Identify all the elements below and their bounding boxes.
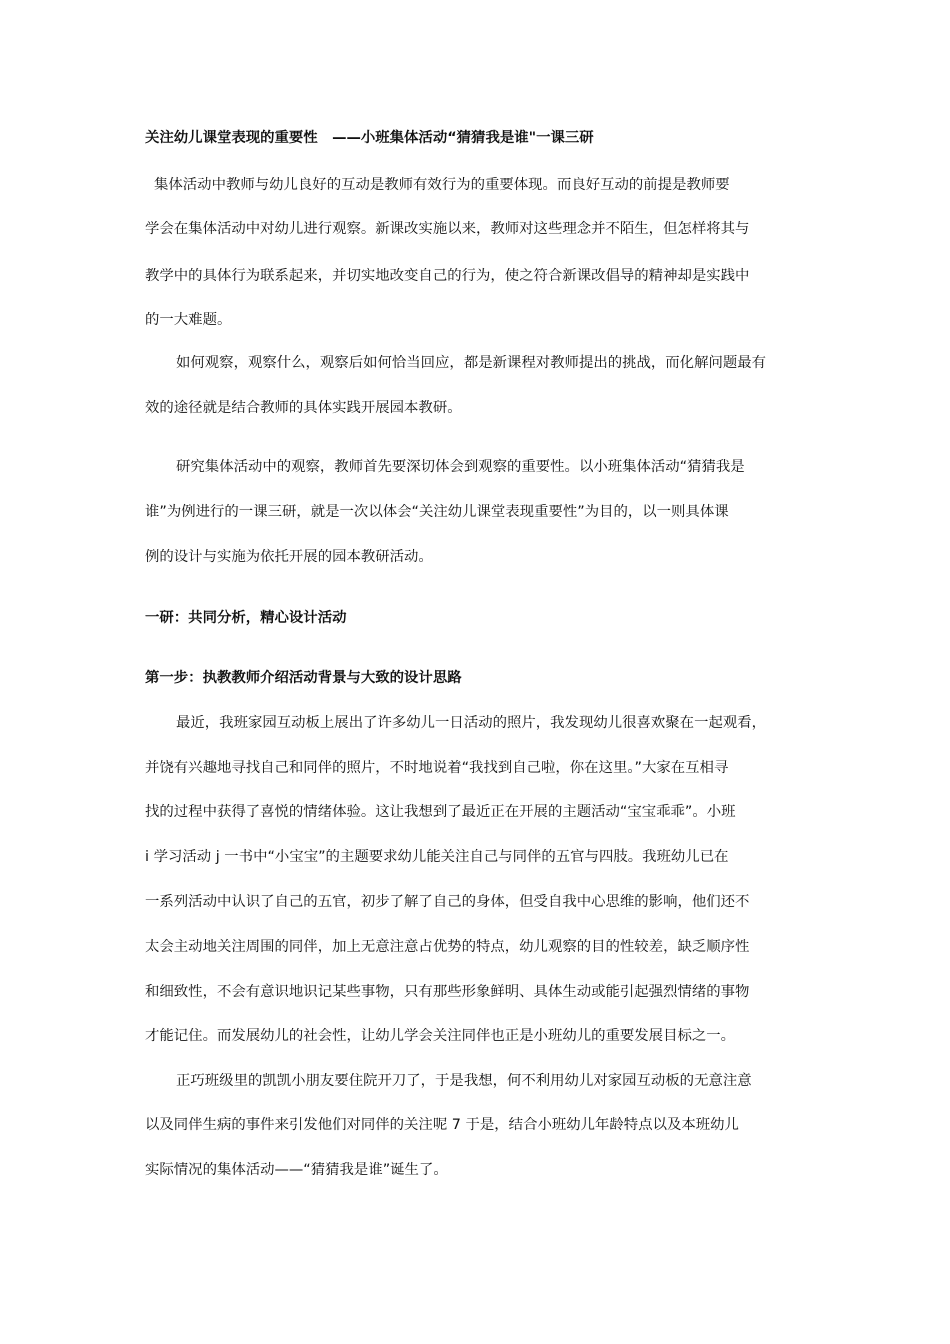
paragraph-line: 的一大难题。 [145,312,232,328]
paragraph-line: 找的过程中获得了喜悦的情绪体验。这让我想到了最近正在开展的主题活动“宝宝乖乖”。小班 [145,804,736,820]
paragraph-line: 以及同伴生病的事件来引发他们对同伴的关注呢 7 于是，结合小班幼儿年龄特点以及本班幼儿 [145,1117,739,1133]
section-heading: 一研：共同分析，精心设计活动 [145,610,347,626]
paragraph-line: 集体活动中教师与幼儿良好的互动是教师有效行为的重要体现。而良好互动的前提是教师要 [154,177,730,193]
paragraph-line: 例的设计与实施为依托开展的园本教研活动。 [145,549,433,565]
paragraph-line: 效的途径就是结合教师的具体实践开展园本教研。 [145,400,462,416]
document-title: 关注幼儿课堂表现的重要性 ——小班集体活动“猜猜我是谁"一课三研 [145,130,594,146]
paragraph-line: 学会在集体活动中对幼儿进行观察。新课改实施以来，教师对这些理念并不陌生，但怎样将其与 [145,221,750,237]
paragraph-line: 才能记住。而发展幼儿的社会性，让幼儿学会关注同伴也正是小班幼儿的重要发展目标之一。 [145,1028,736,1044]
paragraph-line: 和细致性，不会有意识地识记某些事物，只有那些形象鲜明、具体生动或能引起强烈情绪的事物 [145,984,750,1000]
paragraph-line: i 学习活动 j 一书中“小宝宝”的主题要求幼儿能关注自己与同伴的五官与四肢。我班幼儿已在 [145,849,729,865]
paragraph-line: 太会主动地关注周围的同伴，加上无意注意占优势的特点，幼儿观察的目的性较差，缺乏顺序性 [145,939,750,955]
paragraph-line: 最近，我班家园互动板上展出了许多幼儿一日活动的照片，我发现幼儿很喜欢聚在一起观看， [176,715,767,731]
paragraph-line: 研究集体活动中的观察，教师首先要深切体会到观察的重要性。以小班集体活动“猜猜我是 [176,459,745,475]
paragraph-line: 并饶有兴趣地寻找自己和同伴的照片，不时地说着“我找到自己啦，你在这里。”大家在互相寻 [145,760,729,776]
paragraph-line: 教学中的具体行为联系起来，并切实地改变自己的行为，使之符合新课改倡导的精神却是实践中 [145,268,750,284]
paragraph-line: 正巧班级里的凯凯小朋友要住院开刀了，于是我想，何不利用幼儿对家园互动板的无意注意 [176,1073,752,1089]
paragraph-line: 实际情况的集体活动——“猜猜我是谁”诞生了。 [145,1162,448,1178]
paragraph-line: 一系列活动中认识了自己的五官，初步了解了自己的身体，但受自我中心思维的影响，他们还不 [145,894,750,910]
paragraph-line: 谁”为例进行的一课三研，就是一次以体会“关注幼儿课堂表现重要性”为目的，以一则具体课 [145,504,729,520]
step-heading: 第一步：执教教师介绍活动背景与大致的设计思路 [145,670,462,686]
paragraph-line: 如何观察，观察什么，观察后如何恰当回应，都是新课程对教师提出的挑战，而化解问题最有 [176,355,767,371]
